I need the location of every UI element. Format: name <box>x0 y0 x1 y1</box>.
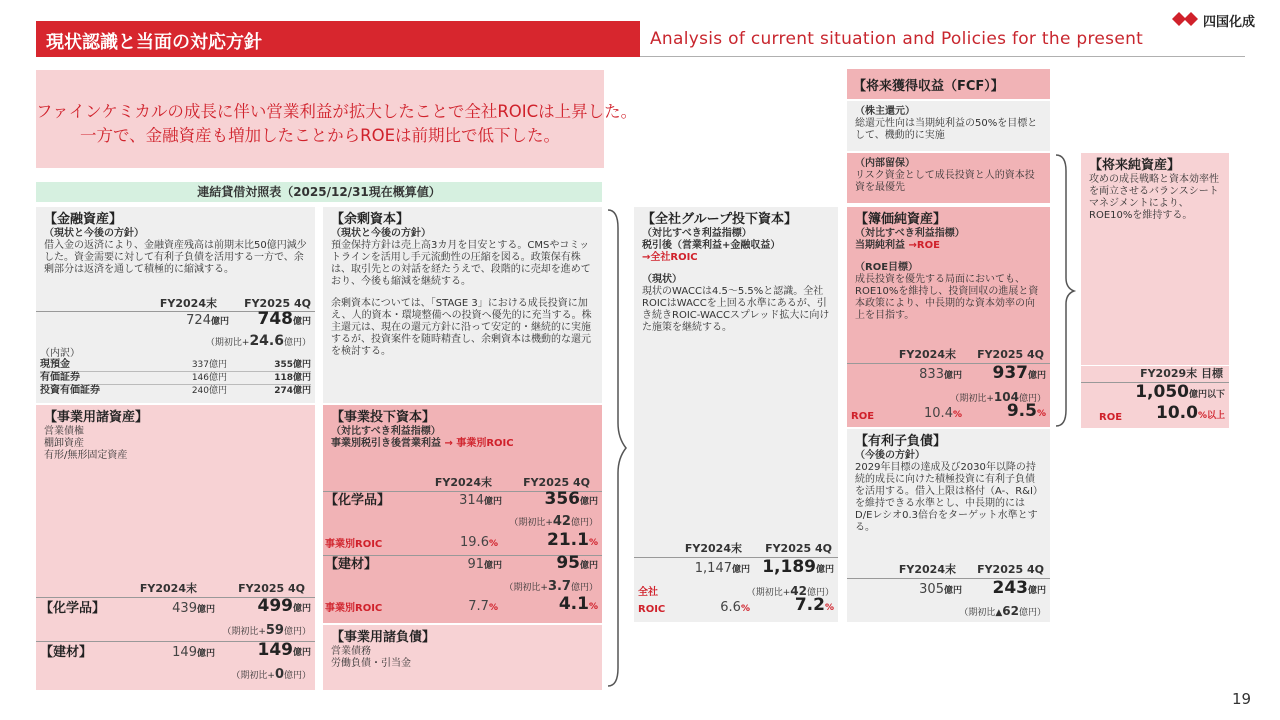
gc-col1: FY2024末 <box>684 542 742 555</box>
ba-row-v2: 499億円 <box>257 596 311 616</box>
business-liabilities-title: 【事業用諸負債】 <box>331 630 436 645</box>
fcf-return-title: （株主還元） <box>855 106 915 117</box>
fa-items <box>40 359 311 397</box>
future-equity-text: 攻めの成長戦略と資本効率性を両立させるバランスシートマネジメントにより、ROE10%を維持する。 <box>1089 174 1219 221</box>
balance-sheet-label: 連結貸借対照表（2025/12/31現在概算値） <box>36 182 602 202</box>
ba-row-label: 【建材】 <box>40 645 93 660</box>
ic-roic-2: 4.1% <box>558 594 598 614</box>
header-underline <box>640 56 1245 57</box>
future-equity-title: 【将来純資産】 <box>1089 158 1181 173</box>
gc-roic-1: 6.6% <box>720 600 750 615</box>
interest-debt-box <box>847 429 1050 622</box>
financial-assets-title: 【金融資産】 <box>44 212 123 227</box>
ic-row-change: （期初比+3.7億円） <box>504 579 598 594</box>
ic-row-label: 【化学品】 <box>325 493 391 508</box>
ba-col2: FY2025 4Q <box>238 582 305 595</box>
ic-row-v1: 314億円 <box>459 493 502 508</box>
ic-row-v2: 95億円 <box>556 553 598 573</box>
fa-item: 現預金 337億円 355億円 <box>40 359 311 370</box>
surplus-capital-title: 【余剰資本】 <box>331 212 410 227</box>
page-number: 19 <box>1232 690 1252 708</box>
be-roe-2: 9.5% <box>1006 401 1046 421</box>
brace-icon <box>1054 153 1078 428</box>
financial-assets-text: 借入金の返済により、金融資産残高は前期末比50億円減少した。資金需要に対して有利子負債を活用する一方で、余剰部分は返済を通して積極的に縮減する。 <box>44 240 307 275</box>
ic-row-label: 【建材】 <box>325 557 378 572</box>
group-capital-metric-red: →全社ROIC <box>642 252 698 263</box>
business-assets-item: 棚卸資産 <box>44 438 84 449</box>
logo-mark-icon <box>1172 12 1200 26</box>
surplus-capital-text-1: 預金保持方針は売上高3カ月を目安とする。CMSやコミットラインを活用し手元流動性の圧縮を図る。政策保有株は、取引先との対話を経たうえで、段階的に売却を進めており、今後も縮減を継続する。 <box>331 240 591 287</box>
fcf-title: 【将来獲得収益（FCF）】 <box>853 79 1004 94</box>
interest-debt-sub: （今後の方針） <box>855 450 925 461</box>
book-equity-target-text: 成長投資を優先する局面においても、ROE10%を維持し、投資回収の進展と資本政策により、中長期的な資本効率の向上を目指す。 <box>855 274 1039 321</box>
ba-row-v1: 149億円 <box>172 645 215 660</box>
ba-row-change: （期初比+0億円） <box>231 667 311 682</box>
ba-row-v1: 439億円 <box>172 601 215 616</box>
fa-item: 投資有価証券 240億円 274億円 <box>40 385 311 396</box>
page-subtitle-en: Analysis of current situation and Policies for the present <box>650 29 1144 49</box>
be-col1: FY2024末 <box>898 348 956 361</box>
id-col1: FY2024末 <box>898 563 956 576</box>
be-v1: 833億円 <box>919 367 962 382</box>
be-roe-1: 10.4% <box>924 406 962 421</box>
be-roe-label: ROE <box>851 411 875 422</box>
invested-capital-metric: 事業別税引き後営業利益 → 事業別ROIC <box>331 438 514 449</box>
gc-v1: 1,147億円 <box>694 561 750 576</box>
gc-label-top: 全社 <box>638 587 658 598</box>
book-equity-metric: 当期純利益 →ROE <box>855 240 940 251</box>
summary-box <box>36 70 638 168</box>
fe-target-label: FY2029末 目標 <box>1140 367 1223 380</box>
group-capital-box <box>634 207 838 622</box>
ic-roic-2: 21.1% <box>547 530 598 550</box>
financial-assets-sub: （現状と今後の方針） <box>44 228 144 239</box>
fe-divider <box>1081 365 1229 366</box>
invested-capital-sub: （対比すべき利益指標） <box>331 426 441 437</box>
business-liabilities-box <box>323 625 602 690</box>
interest-debt-title: 【有利子負債】 <box>855 434 947 449</box>
business-assets-box <box>36 405 315 690</box>
group-capital-sub: （対比すべき利益指標） <box>642 228 752 239</box>
fe-roe: 10.0%以上 <box>1156 403 1225 423</box>
fcf-retain-box <box>847 153 1050 203</box>
financial-assets-box <box>36 207 315 403</box>
surplus-capital-sub: （現状と今後の方針） <box>331 228 431 239</box>
id-col2: FY2025 4Q <box>977 563 1044 576</box>
fcf-return-box <box>847 101 1050 151</box>
logo-text: 四国化成 <box>1203 15 1256 30</box>
id-v1: 305億円 <box>919 582 962 597</box>
fcf-retain-title: （内部留保） <box>855 158 915 169</box>
page-title: 現状認識と当面の対応方針 <box>46 32 262 53</box>
business-assets-item: 営業債権 <box>44 426 84 437</box>
ba-col1: FY2024末 <box>139 582 197 595</box>
header-bar <box>36 21 640 57</box>
fa-col2: FY2025 4Q <box>244 297 311 310</box>
fcf-return-text: 総還元性向は当期純利益の50%を目標として、機動的に実施 <box>855 118 1038 141</box>
fa-breakdown: （内訳） <box>40 348 80 359</box>
fe-roe-label: ROE <box>1099 412 1123 423</box>
id-v2: 243億円 <box>992 578 1046 598</box>
group-capital-metric: 税引後（営業利益+金融収益） <box>642 240 781 251</box>
interest-debt-text: 2029年目標の達成及び2030年以降の持続的成長に向けた積極投資に有利子負債を活用する。借入上限は格付（A-、R&I）を維持できる水準とし、中長期的にはD/Eレシオ0.3倍台をターゲット水準とする。 <box>855 462 1038 533</box>
future-equity-box <box>1081 153 1229 428</box>
invested-capital-title: 【事業投下資本】 <box>331 410 436 425</box>
ba-row-label: 【化学品】 <box>40 601 106 616</box>
ic-col2: FY2025 4Q <box>523 476 590 489</box>
group-capital-title: 【全社グループ投下資本】 <box>642 212 797 227</box>
id-change: （期初比▲62億円） <box>959 604 1046 618</box>
summary-line-1: ファインケミカルの成長に伴い営業利益が拡大したことで全社ROICは上昇した。 <box>36 102 638 121</box>
book-equity-title: 【簿価純資産】 <box>855 212 947 227</box>
gc-roic-2: 7.2% <box>794 595 834 615</box>
fa-v2: 748億円 <box>257 309 311 329</box>
book-equity-target-title: （ROE目標） <box>855 262 919 273</box>
gc-v2: 1,189億円 <box>762 557 834 577</box>
brace-icon <box>606 208 628 688</box>
surplus-capital-box <box>323 207 602 403</box>
be-v2: 937億円 <box>992 363 1046 383</box>
summary-line-2: 一方で、金融資産も増加したことからROEは前期比で低下した。 <box>79 126 561 145</box>
book-equity-sub: （対比すべき利益指標） <box>855 228 965 239</box>
business-assets-item: 有形/無形固定資産 <box>44 450 128 461</box>
ic-roic-label: 事業別ROIC <box>325 603 383 614</box>
invested-capital-box <box>323 405 602 623</box>
fa-col1: FY2024末 <box>159 297 217 310</box>
gc-col2: FY2025 4Q <box>765 542 832 555</box>
fa-item: 有価証券 146億円 118億円 <box>40 372 311 383</box>
ic-roic-1: 19.6% <box>460 535 498 550</box>
business-assets-title: 【事業用諸資産】 <box>44 410 149 425</box>
be-col2: FY2025 4Q <box>977 348 1044 361</box>
ba-row-change: （期初比+59億円） <box>222 623 311 638</box>
fa-change: （期初比+24.6億円） <box>205 333 311 349</box>
be-change: （期初比+104億円） <box>950 390 1046 404</box>
ic-roic-1: 7.7% <box>468 599 498 614</box>
ic-col1: FY2024末 <box>434 476 492 489</box>
business-liabilities-item: 営業債務 <box>331 646 371 657</box>
book-equity-box <box>847 207 1050 427</box>
ic-row-change: （期初比+42億円） <box>509 514 598 529</box>
surplus-capital-text-2: 余剰資本については、「STAGE 3」における成長投資に加え、人的資本・環境整備への投資へ優先的に充当する。株主還元は、現在の還元方針に沿って安定的・継続的に実施するが、投資案件を随時精査し、余剰資本は機動的な還元を検討する。 <box>331 298 592 357</box>
ic-row-v1: 91億円 <box>467 557 502 572</box>
ic-roic-label: 事業別ROIC <box>325 539 383 550</box>
fe-value: 1,050億円以下 <box>1135 382 1225 402</box>
business-liabilities-item: 労働負債・引当金 <box>331 658 411 669</box>
group-capital-text: 現状のWACCは4.5～5.5%と認識。全社ROICはWACCを上回る水準にあるが、引き続きROIC-WACCスプレッド拡大に向けた施策を継続する。 <box>642 286 830 333</box>
fcf-retain-text: リスク資金として成長投資と人的資本投資を最優先 <box>855 170 1035 193</box>
ba-row-v2: 149億円 <box>257 640 311 660</box>
ic-row-v2: 356億円 <box>544 489 598 509</box>
gc-change: （期初比+42億円） <box>746 584 834 598</box>
gc-label-roic: ROIC <box>638 604 666 615</box>
group-capital-status: （現状） <box>642 274 682 285</box>
fa-v1: 724億円 <box>186 313 229 328</box>
fcf-title-box <box>847 69 1050 99</box>
